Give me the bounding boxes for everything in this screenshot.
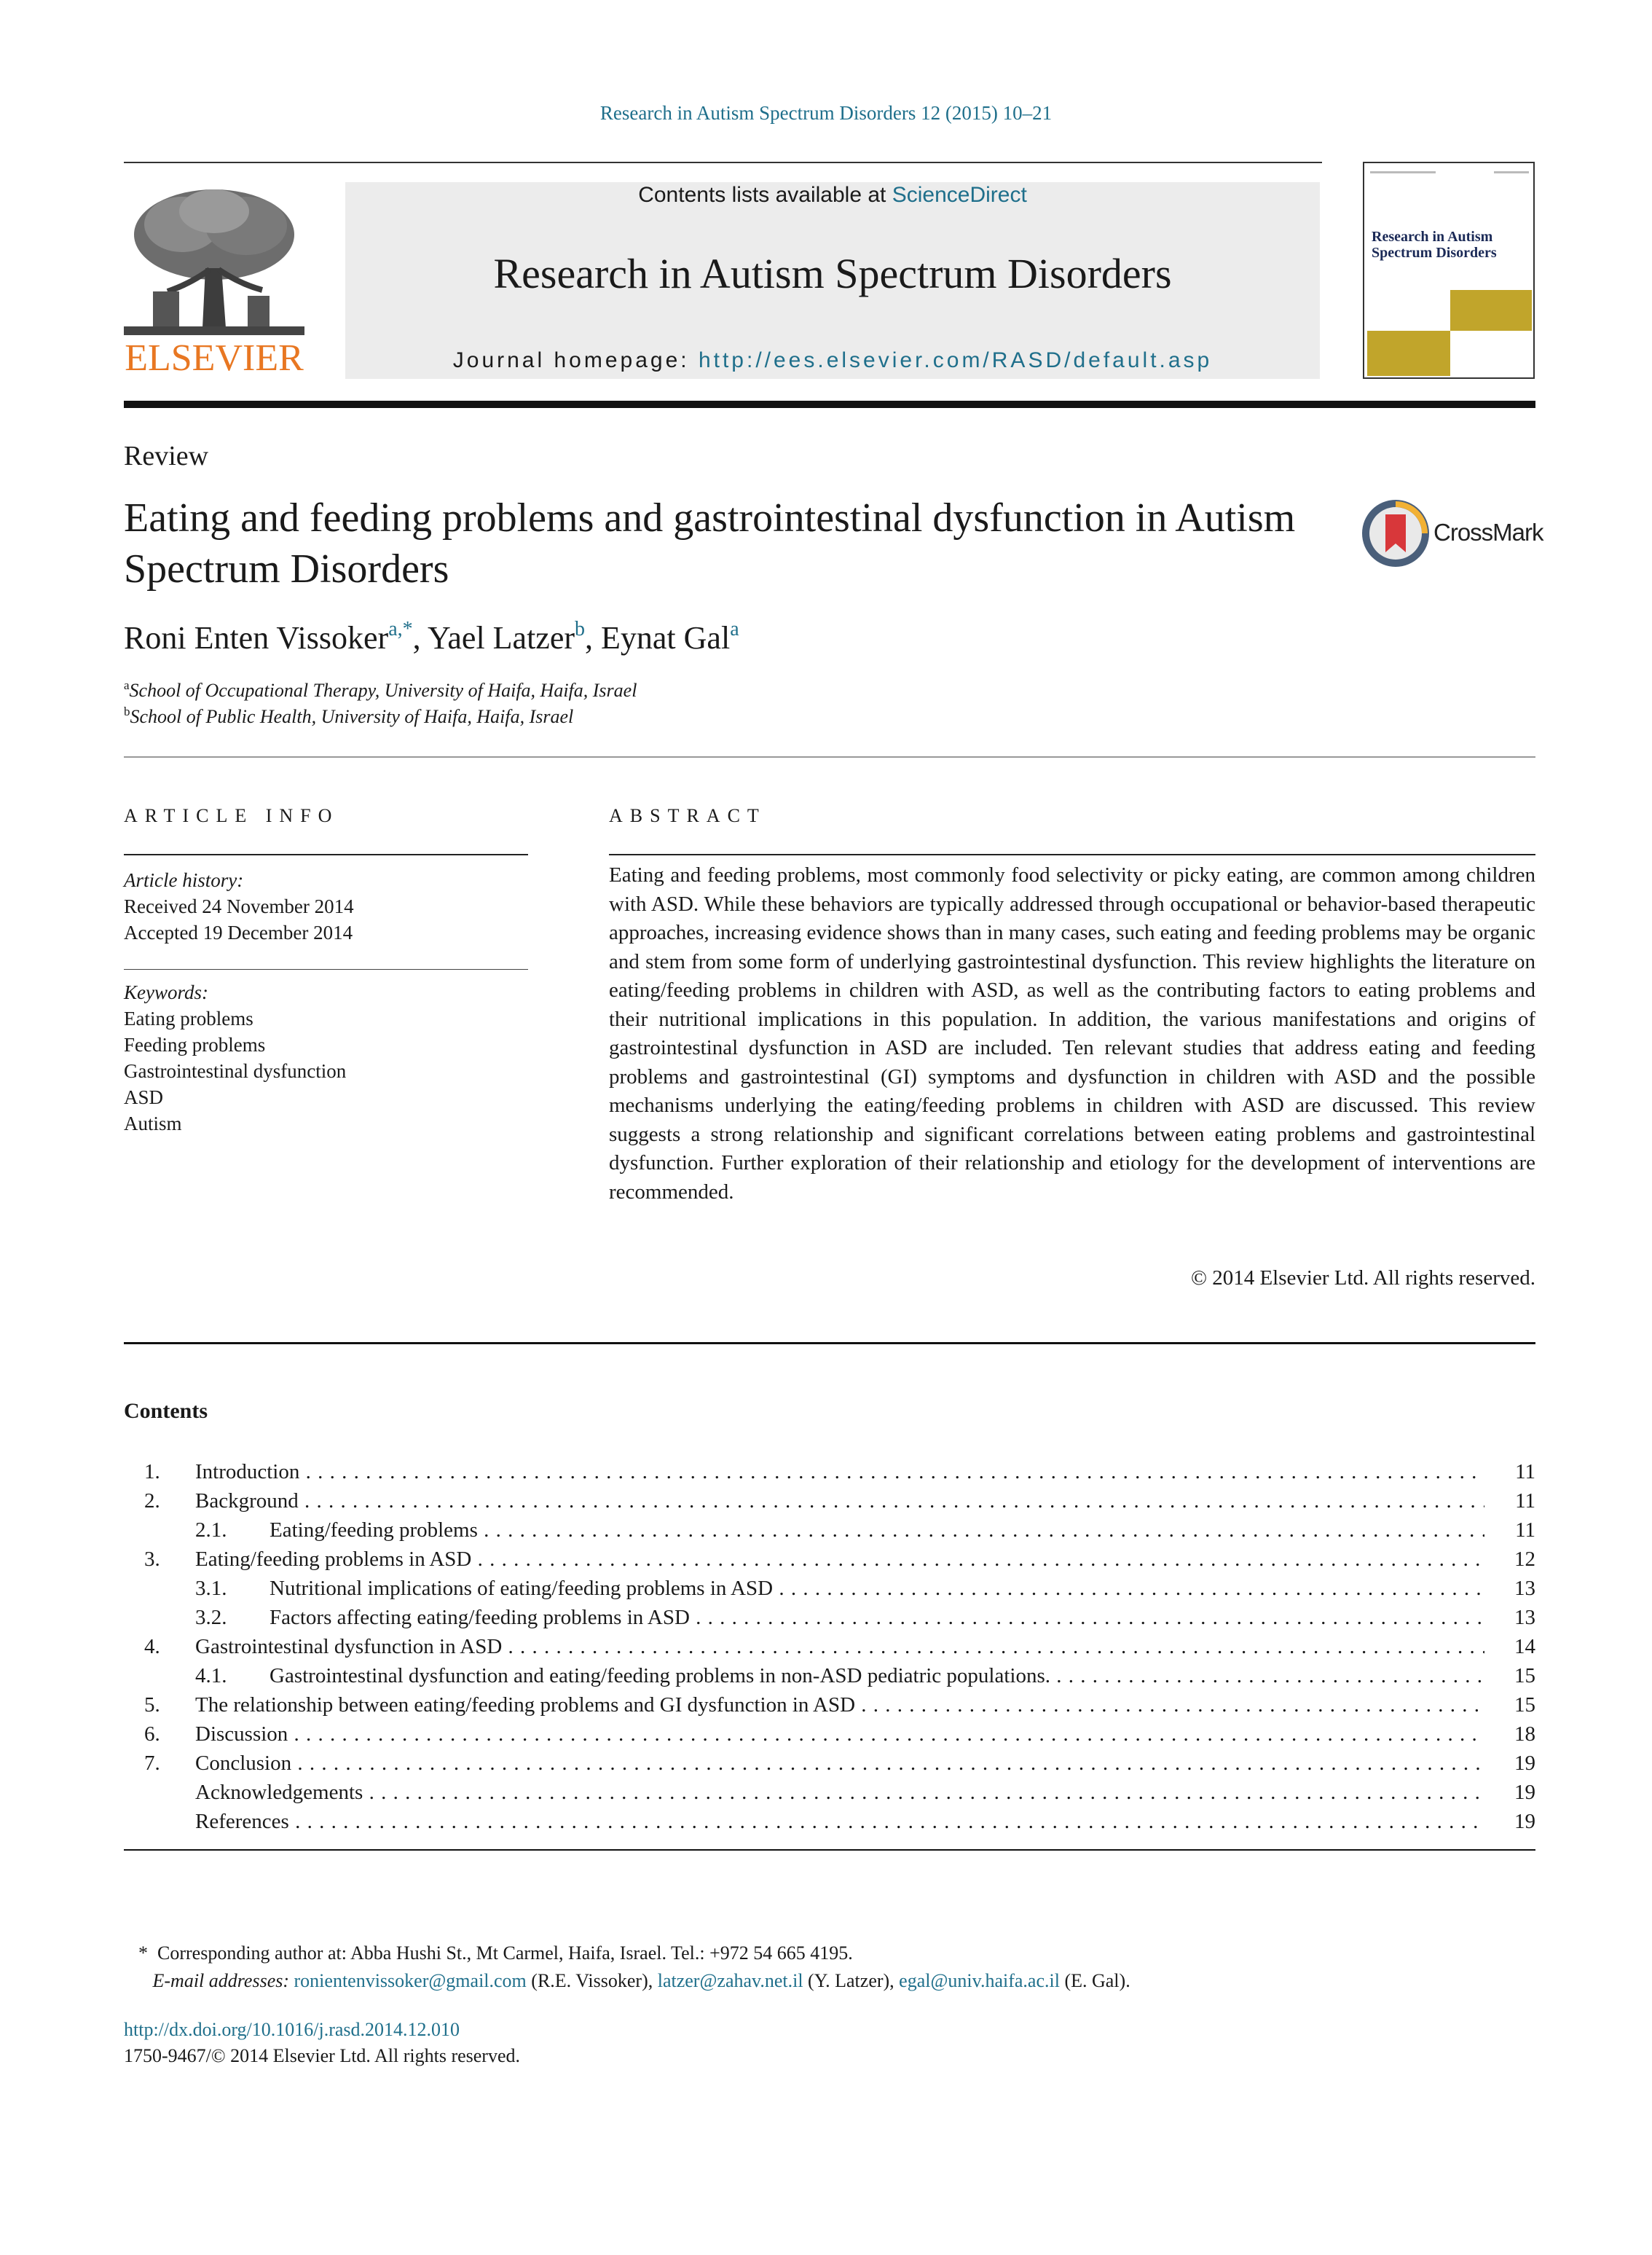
received-date: Received 24 November 2014: [124, 895, 354, 917]
toc-subnumber: 4.1.: [195, 1664, 227, 1687]
affiliation-text: School of Public Health, University of Haifa, Haifa, Israel: [130, 706, 574, 727]
table-of-contents: [124, 1457, 1535, 1836]
toc-page: 19: [1514, 1752, 1535, 1775]
toc-entry[interactable]: [124, 1545, 1535, 1574]
toc-title: Conclusion . . .: [195, 1749, 1484, 1778]
email-link[interactable]: egal@univ.haifa.ac.il: [899, 1970, 1060, 1991]
cover-header-strip: [1370, 168, 1529, 178]
toc-subtitle: Gastrointestinal dysfunction and eating/feeding problems in non-ASD pediatric populations.: [270, 1664, 1050, 1687]
author-affiliation-marker[interactable]: a: [730, 618, 739, 640]
toc-page: 19: [1514, 1810, 1535, 1833]
affiliations: [124, 678, 637, 730]
toc-subtitle: Factors affecting eating/feeding problems in ASD: [270, 1606, 690, 1629]
toc-title: Background . . .: [195, 1486, 1484, 1515]
publisher-logo: [124, 182, 304, 379]
abstract-heading: ABSTRACT: [609, 805, 766, 826]
toc-subnumber: 3.2.: [195, 1606, 227, 1629]
toc-page: 14: [1514, 1635, 1535, 1658]
keyword: Autism: [124, 1113, 182, 1134]
keyword: ASD: [124, 1086, 164, 1108]
contents-rule: [124, 1342, 1535, 1344]
email-owner: (R.E. Vissoker),: [531, 1970, 653, 1991]
toc-page: 13: [1514, 1577, 1535, 1600]
sciencedirect-link[interactable]: ScienceDirect: [892, 183, 1027, 207]
toc-title: [195, 1515, 1484, 1545]
toc-title: [195, 1574, 1484, 1603]
toc-entry[interactable]: [124, 1749, 1535, 1778]
author-name: Roni Enten Vissoker: [124, 620, 389, 656]
toc-title: Discussion . . .: [195, 1719, 1484, 1749]
publisher-wordmark: ELSEVIER: [125, 337, 304, 379]
email-line: [138, 1967, 1130, 1995]
toc-subnumber: 2.1.: [195, 1518, 227, 1542]
journal-masthead: [345, 182, 1320, 379]
doi-block: [124, 2017, 520, 2069]
elsevier-tree-icon: [124, 182, 304, 335]
author-list: [124, 619, 739, 656]
toc-entry[interactable]: [124, 1807, 1535, 1836]
cover-block: [1450, 290, 1532, 331]
toc-subentry[interactable]: [124, 1603, 1535, 1632]
keyword: Gastrointestinal dysfunction: [124, 1060, 347, 1082]
affiliation-marker: b: [124, 705, 130, 718]
toc-subtitle: Nutritional implications of eating/feeding problems in ASD: [270, 1577, 774, 1600]
toc-subtitle: Eating/feeding problems: [270, 1518, 478, 1542]
toc-subentry[interactable]: [124, 1515, 1535, 1545]
toc-number: 2.: [144, 1489, 160, 1513]
toc-title: [195, 1661, 1484, 1690]
masthead-rule: [124, 401, 1535, 408]
cover-block: [1367, 331, 1450, 376]
email-owner: (E. Gal).: [1064, 1970, 1130, 1991]
email-link[interactable]: ronientenvissoker@gmail.com: [294, 1970, 527, 1991]
keyword: Eating problems: [124, 1008, 253, 1030]
author-separator: ,: [585, 620, 602, 656]
toc-title: Gastrointestinal dysfunction in ASD . . .: [195, 1632, 1484, 1661]
crossmark-badge[interactable]: [1361, 498, 1543, 568]
corresponding-author-line: [138, 1940, 1130, 1967]
toc-number: 1.: [144, 1460, 160, 1483]
toc-page: 11: [1515, 1489, 1535, 1513]
affiliation-marker: a: [124, 678, 130, 692]
homepage-label: Journal homepage:: [452, 348, 699, 372]
email-owner: (Y. Latzer),: [808, 1970, 894, 1991]
toc-subnumber: 3.1.: [195, 1577, 227, 1600]
toc-entry[interactable]: [124, 1486, 1535, 1515]
toc-number: 6.: [144, 1722, 160, 1746]
toc-number: 5.: [144, 1693, 160, 1717]
toc-title: References . . .: [195, 1807, 1484, 1836]
toc-page: 13: [1514, 1606, 1535, 1629]
crossmark-label: CrossMark: [1433, 519, 1543, 546]
cover-title: Research in Autism Spectrum Disorders: [1372, 229, 1497, 261]
abstract-rule: [609, 854, 1535, 855]
toc-subentry[interactable]: [124, 1661, 1535, 1690]
toc-title: The relationship between eating/feeding problems and GI dysfunction in ASD . . .: [195, 1690, 1484, 1719]
toc-page: 15: [1514, 1664, 1535, 1687]
author-affiliation-marker[interactable]: a,*: [388, 618, 413, 640]
author-name: Eynat Gal: [601, 620, 731, 656]
toc-page: 18: [1514, 1722, 1535, 1746]
article-title: Eating and feeding problems and gastrointestinal dysfunction in Autism Spectrum Disorders: [124, 495, 1296, 592]
article-type: Review: [124, 441, 209, 471]
history-label: Article history:: [124, 869, 244, 891]
accepted-date: Accepted 19 December 2014: [124, 922, 353, 944]
toc-title: Acknowledgements . . .: [195, 1778, 1484, 1807]
contents-prefix: Contents lists available at: [638, 183, 892, 207]
toc-page: 19: [1514, 1781, 1535, 1804]
article-info-heading: ARTICLE INFO: [124, 805, 339, 826]
affiliation: [124, 704, 637, 730]
crossmark-icon: [1361, 498, 1431, 568]
email-label: E-mail addresses:: [152, 1970, 290, 1991]
corresponding-address: Corresponding author at: Abba Hushi St., Mt Carmel, Haifa, Israel. Tel.: +972 54 665 4195.: [157, 1942, 853, 1964]
toc-entry[interactable]: [124, 1690, 1535, 1719]
toc-page: 11: [1515, 1518, 1535, 1542]
contents-availability: [345, 182, 1320, 208]
email-link[interactable]: latzer@zahav.net.il: [657, 1970, 803, 1991]
affiliation-text: School of Occupational Therapy, University of Haifa, Haifa, Israel: [129, 680, 637, 701]
toc-title: Introduction . . .: [195, 1457, 1484, 1486]
author-affiliation-marker[interactable]: b: [575, 618, 586, 640]
author-separator: ,: [412, 620, 428, 656]
affiliation: [124, 678, 637, 704]
contents-heading: Contents: [124, 1399, 208, 1423]
keywords-rule: [124, 969, 528, 970]
article-info-rule: [124, 854, 528, 855]
author-name: Yael Latzer: [428, 620, 575, 656]
toc-number: 3.: [144, 1548, 160, 1571]
keywords: [124, 979, 346, 1137]
toc-subentry[interactable]: [124, 1574, 1535, 1603]
toc-title: [195, 1603, 1484, 1632]
journal-title: Research in Autism Spectrum Disorders: [493, 250, 1172, 297]
homepage-link[interactable]: http://ees.elsevier.com/RASD/default.asp: [698, 348, 1213, 372]
issn-line: 1750-9467/© 2014 Elsevier Ltd. All rights reserved.: [124, 2045, 520, 2066]
journal-homepage: [345, 348, 1320, 373]
toc-page: 12: [1514, 1548, 1535, 1571]
keyword: Feeding problems: [124, 1034, 266, 1056]
abstract-copyright: © 2014 Elsevier Ltd. All rights reserved.: [1190, 1266, 1535, 1290]
toc-page: 11: [1515, 1460, 1535, 1483]
footnote-star: *: [138, 1942, 148, 1964]
keywords-label: Keywords:: [124, 981, 208, 1003]
running-header: Research in Autism Spectrum Disorders 12 (2015) 10–21: [599, 102, 1053, 124]
header-rule: [124, 162, 1322, 163]
toc-number: 4.: [144, 1635, 160, 1658]
head-rule: [124, 756, 1535, 758]
toc-number: 7.: [144, 1752, 160, 1775]
journal-cover-thumbnail: [1363, 162, 1535, 379]
corresponding-author-footnote: [138, 1940, 1130, 1995]
toc-entry[interactable]: [124, 1719, 1535, 1749]
toc-entry[interactable]: [124, 1778, 1535, 1807]
abstract-body: Eating and feeding problems, most commonly food selectivity or picky eating, are common among children with ASD. While these behaviors are typically addressed through occupational or behavior-based therapeutic approaches, increasing evidence shows than in many cases, such eating and feeding problems may be organic and stem from some form of underlying gastrointestinal dysfunction. This review highlights the literature on eating/feeding problems in children with ASD, as well as the contributing factors to eating problems and their nutritional implications in this population. In addition, the various manifestations and origins of gastrointestinal dysfunction in ASD are included. Ten relevant studies that address eating and feeding problems and gastrointestinal (GI) symptoms and dysfunction in children with ASD and the possible mechanisms underlying the eating/feeding problems in children with ASD are discussed. This review suggests a strong relationship and significant correlations between eating problems and gastrointestinal dysfunction. Further exploration of their relationship and etiology for the development of interventions are recommended.: [609, 863, 1535, 1204]
article-history: [124, 867, 354, 946]
toc-entry[interactable]: [124, 1457, 1535, 1486]
toc-entry[interactable]: [124, 1632, 1535, 1661]
doi-link[interactable]: http://dx.doi.org/10.1016/j.rasd.2014.12.010: [124, 2019, 460, 2040]
toc-page: 15: [1514, 1693, 1535, 1717]
toc-title: Eating/feeding problems in ASD . . .: [195, 1545, 1484, 1574]
toc-bottom-rule: [124, 1849, 1535, 1851]
